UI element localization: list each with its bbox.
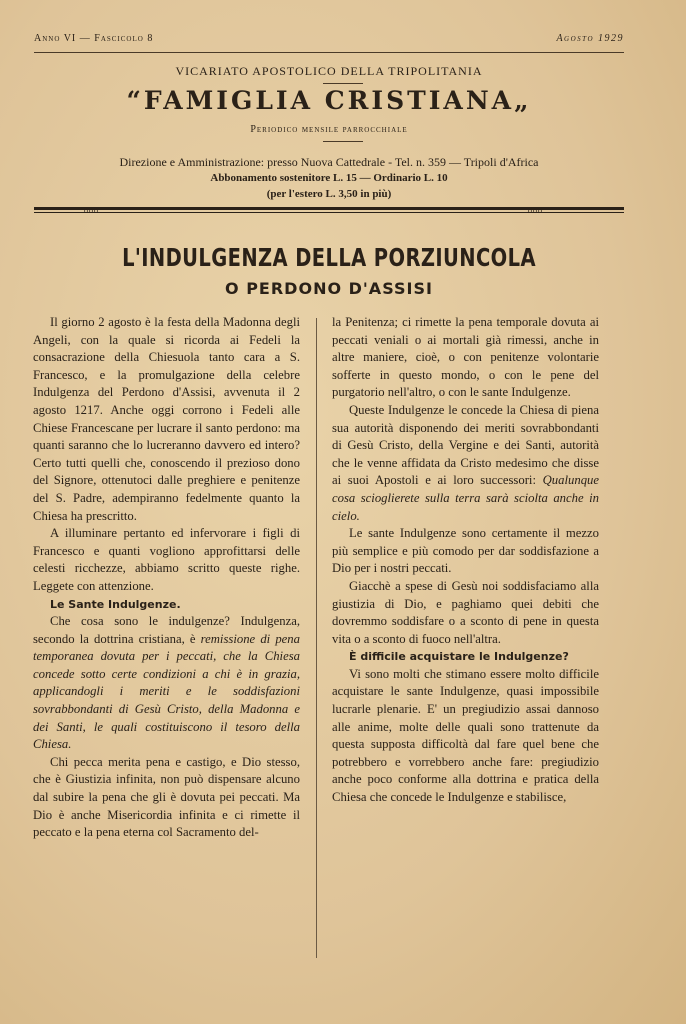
paragraph-text: Queste Indulgenze le concede la Chiesa di piena sua autorità disponendo dei meriti sovrabbondanti di Gesù Cristo, della Vergine e dei Santi, autorità che le venne affidata da Cristo medesimo che disse ai suoi Apostoli e ai loro successori:	[332, 402, 599, 488]
section-heading: È difficile acquistare le Indulgenze?	[349, 650, 569, 664]
paragraph: Le sante Indulgenze sono certamente il mezzo più semplice e più comodo per dar soddisfazione a Dio per i nostri peccati.	[332, 526, 599, 576]
column-divider	[316, 318, 317, 958]
paragraph: Chi pecca merita pena e castigo, e Dio stesso, che è Giustizia infinita, non può dispensare alcuno dal subire la pena che gli è dovuta pei peccati. Ma Dio è anche Misericordia infinita e ci rimette il peccato e la pena eterna col Sacramento del-	[33, 754, 300, 840]
ornament-divider	[323, 83, 363, 84]
issue-number: Anno VI — Fascicolo 8	[34, 33, 154, 44]
right-column	[332, 314, 599, 807]
italic-definition: remissione di pena temporanea dovuta per i peccati, che la Chiesa concede sotto certe condizioni a chi è in grazia, applicandogli i meriti e le soddisfazioni sovrabbondanti di Gesù Cristo, della Madonna e dei Santi, le quali costituiscono il tesoro della Chiesa.	[33, 631, 300, 752]
newspaper-title: “FAMIGLIA CRISTIANA„	[126, 86, 532, 115]
article-title: L'INDULGENZA DELLA PORZIUNCOLA	[122, 243, 536, 272]
ornament-left: ooo	[84, 206, 99, 215]
newspaper-subtitle: Periodico mensile parrocchiale	[250, 124, 408, 135]
direzione-line: Direzione e Amministrazione: presso Nuova Cattedrale - Tel. n. 359 — Tripoli d'Africa	[119, 155, 539, 169]
ornament-divider	[323, 141, 363, 142]
left-column	[33, 314, 300, 842]
paragraph	[33, 613, 300, 754]
top-rule	[34, 52, 624, 53]
issue-date: Agosto 1929	[556, 33, 624, 44]
paragraph: Giacchè a spese di Gesù noi soddisfaciamo alla giustizia di Dio, e paghiamo quei debiti che dovremmo soddisfare o a sconto di pene in questa vita o a sconto di fuoco nell'altra.	[332, 578, 599, 646]
article-subtitle: O PERDONO D'ASSISI	[225, 279, 433, 298]
section-heading: Le Sante Indulgenze.	[50, 597, 181, 611]
paragraph	[332, 402, 599, 525]
paragraph: la Penitenza; ci rimette la pena temporale dovuta ai peccati veniali o ai mortali già rimessi, anche in altre maniere, cioè, o con penitenze volontarie sofferte in questo mondo, o con le pene del purgatorio nell'altro, o con le sante Indulgenze.	[332, 315, 599, 400]
paragraph: Il giorno 2 agosto è la festa della Madonna degli Angeli, con la quale si ricorda ai Fedeli la consacrazione della Chiesuola tanto cara a S. Francesco, e la promulgazione della celebre Indulgenza del Perdono d'Assisi, avvenuta il 2 agosto 1217. Anche oggi corrono i Fedeli alle Chiese Francescane per lucrare il santo perdono: ma quanti saranno che lo lucreranno davvero ed intero? Certo tutti quelli che, conoscendo il prezioso dono del Signore, ottenutoci dalle preghiere e penitenze del S. Padre, adempiranno fedelmente quanto la Chiesa ha prescritto.	[33, 315, 300, 523]
ornament-right: ooo	[528, 206, 543, 215]
paragraph-text: Che cosa sono le indulgenze? Indulgenza, secondo la dottrina cristiana, è	[33, 614, 300, 646]
paragraph: Vi sono molti che stimano essere molto difficile acquistare le sante Indulgenze, quasi impossibile lucrarle plenarie. E' un pregiudizio assai dannoso alle anime, molte delle quali sono trattenute da questa supposta difficoltà dal fare quel bene che potrebbero e vorrebbero anche fare: pregiudizio anche poco conforme alla dottrina e pratica della Chiesa che concede le Indulgenze e stabilisce,	[332, 666, 599, 805]
issue-line	[34, 33, 624, 44]
abbonamento-line: Abbonamento sostenitore L. 15 — Ordinario L. 10	[210, 172, 448, 184]
paragraph: A illuminare pertanto ed infervorare i figli di Francesco e quanti vogliono approfittarsi delle celesti ricchezze, abbiamo scritto queste righe. Leggete con attenzione.	[33, 526, 300, 593]
vicariato-heading: VICARIATO APOSTOLICO DELLA TRIPOLITANIA	[175, 64, 483, 78]
estero-line: (per l'estero L. 3,50 in più)	[266, 188, 392, 200]
italic-quote: Qualunque cosa scioglierete sulla terra sarà sciolta anche in cielo.	[332, 473, 600, 523]
